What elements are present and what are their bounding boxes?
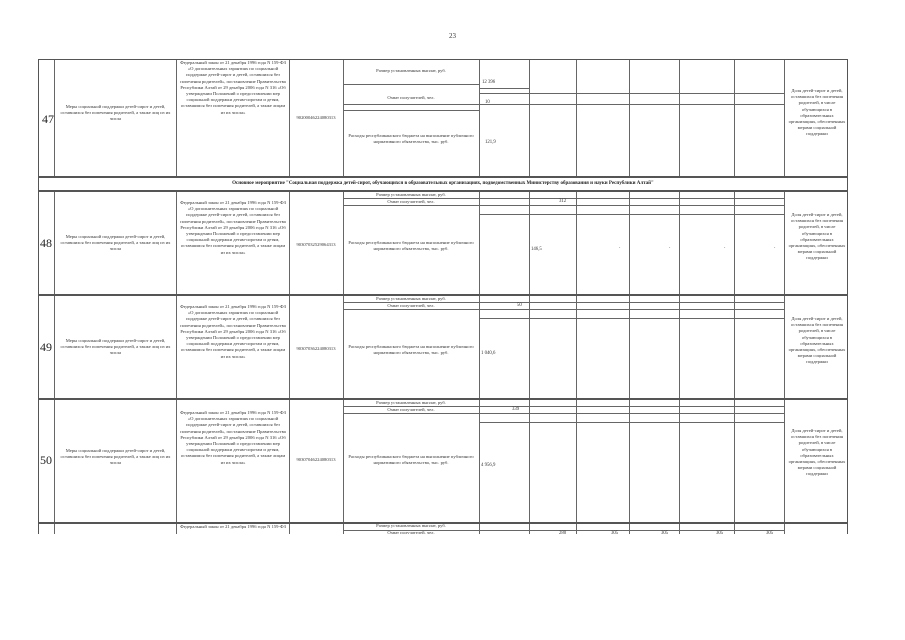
- empty-value-dash: .: [774, 244, 776, 250]
- indicator-label: Размер установленных выплат, руб.: [376, 400, 446, 405]
- indicator-value: 10: [485, 100, 490, 105]
- indicator-value: 305: [661, 531, 669, 534]
- table-row: [38, 295, 848, 399]
- goal-text: Доля детей-сирот и детей, оставшихся без попечения родителей, в числе обучающихся в образовательных организациях, обеспеченных мерами социальной поддержки: [788, 428, 846, 477]
- row-number: 49: [40, 340, 52, 354]
- table-row: [38, 59, 848, 177]
- indicator-label: Размер установленных выплат, руб.: [376, 523, 446, 528]
- law-text: Федеральный закон от 21 декабря 1996 года N 159-ФЗ «О дополнительных гарантиях по социальной поддержке детей-сирот и детей, оставшихся без попечения родителей», постановление Правительства Республики Алтай от 29 декабря 2006 года N 316 «Об утверждении Положений о предоставлении мер социальной поддержки детям-сиротам и детям, оставшимся без попечения родителей, а также лицам из их числа»: [180, 200, 286, 255]
- indicator-label: Расходы республиканского бюджета на выполнение публичного нормативного обязательства, тыс. руб.: [348, 454, 474, 466]
- measure-text: Меры социальной поддержки детей-сирот и детей, оставшихся без попечения родителей, а также лиц из их числа: [60, 448, 171, 466]
- measure-text: Меры социальной поддержки детей-сирот и детей, оставшихся без попечения родителей, а также лиц из их числа: [60, 338, 171, 356]
- budget-table: [38, 59, 848, 534]
- indicator-value: 12 396: [482, 80, 496, 85]
- indicator-value: 280: [559, 531, 567, 534]
- law-text: Федеральный закон от 21 декабря 1996 года N 159-ФЗ: [180, 524, 286, 529]
- indicator-label: Охват получателей, чел.: [387, 530, 435, 534]
- goal-text: Доля детей-сирот и детей, оставшихся без попечения родителей, в числе обучающихся в образовательных организациях, обеспеченных мерами социальной поддержки: [788, 212, 846, 261]
- indicator-value: 50: [517, 303, 522, 308]
- indicator-label: Охват получателей, чел.: [387, 303, 435, 308]
- budget-code: 90307036224080313: [296, 346, 336, 351]
- row-number: 48: [40, 236, 52, 250]
- budget-code: 90200046224080313: [296, 115, 336, 120]
- goal-text: Доля детей-сирот и детей, оставшихся без попечения родителей, в числе обучающихся в образовательных организациях, обеспеченных мерами социальной поддержки: [788, 88, 846, 137]
- indicator-value: 4 956,9: [481, 463, 496, 468]
- law-text: Федеральный закон от 21 декабря 1996 года N 159-ФЗ «О дополнительных гарантиях по социальной поддержке детей-сирот и детей, оставшихся без попечения родителей», постановление Правительства Республики Алтай от 29 декабря 2006 года N 316 «Об утверждении Положений о предоставлении мер социальной поддержки детям-сиротам и детям, оставшимся без попечения родителей, а также лицам из их числа»: [180, 410, 286, 465]
- indicator-value: 1 040,6: [481, 351, 496, 356]
- indicator-label: Расходы республиканского бюджета на выполнение публичного нормативного обязательства, тыс. руб.: [348, 133, 474, 145]
- budget-code: 90307046224080313: [296, 457, 336, 462]
- indicator-label: Размер установленных выплат, руб.: [376, 68, 446, 73]
- empty-value-dash: .: [724, 244, 726, 250]
- indicator-label: Расходы республиканского бюджета на выполнение публичного нормативного обязательства, тыс. руб.: [348, 240, 474, 252]
- indicator-label: Расходы республиканского бюджета на выполнение публичного нормативного обязательства, тыс. руб.: [348, 344, 474, 356]
- indicator-label: Охват получателей, чел.: [387, 407, 435, 412]
- table-row: [38, 191, 848, 295]
- indicator-label: Охват получателей, чел.: [387, 199, 435, 204]
- indicator-value: 339: [512, 407, 520, 412]
- indicator-label: Охват получателей, чел.: [387, 95, 435, 100]
- law-text: Федеральный закон от 21 декабря 1996 года N 159-ФЗ «О дополнительных гарантиях по социальной поддержке детей-сирот и детей, оставшихся без попечения родителей», постановление Правительства Республики Алтай от 29 декабря 2006 года N 316 «Об утверждении Положений о предоставлении мер социальной поддержки детям-сиротам и детям, оставшимся без попечения родителей, а также лицам из их числа»: [180, 304, 286, 359]
- empty-value-dash: .: [619, 244, 621, 250]
- table-row: [38, 399, 848, 523]
- indicator-value: 305: [611, 531, 619, 534]
- law-text: Федеральный закон от 21 декабря 1996 года N 159-ФЗ «О дополнительных гарантиях по социальной поддержке детей-сирот и детей, оставшихся без попечения родителей», постановление Правительства Республики Алтай от 29 декабря 2006 года N 316 «Об утверждении Положений о предоставлении мер социальной поддержки детям-сиротам и детям, оставшимся без попечения родителей, а также лицам из их числа»: [180, 60, 286, 115]
- indicator-value: 146,5: [531, 247, 542, 252]
- section-title: [38, 177, 848, 191]
- empty-value-dash: .: [669, 244, 671, 250]
- indicator-label: Размер установленных выплат, руб.: [376, 192, 446, 197]
- row-number: 47: [42, 112, 54, 126]
- row-number: 50: [40, 453, 52, 467]
- indicator-value: 312: [559, 199, 567, 204]
- page-number: 23: [449, 32, 456, 40]
- measure-text: Меры социальной поддержки детей-сирот и детей, оставшихся без попечения родителей, а также лиц из их числа: [60, 234, 171, 252]
- section-title-text: Основное мероприятие "Социальная поддержка детей-сирот, обучающихся в образовательных организациях, подведомственных Министерству образования и науки Республики Алтай": [232, 181, 654, 186]
- indicator-value: 305: [766, 531, 774, 534]
- table-row: [38, 523, 848, 534]
- indicator-value: 305: [716, 531, 724, 534]
- goal-text: Доля детей-сирот и детей, оставшихся без попечения родителей, в числе обучающихся в образовательных организациях, обеспеченных мерами социальной поддержки: [788, 316, 846, 365]
- indicator-value: 121,9: [485, 140, 496, 145]
- budget-code: 90307032529064313: [296, 242, 336, 247]
- measure-text: Меры социальной поддержки детей-сирот и детей, оставшихся без попечения родителей, а также лиц из их числа: [60, 104, 171, 122]
- indicator-label: Размер установленных выплат, руб.: [376, 296, 446, 301]
